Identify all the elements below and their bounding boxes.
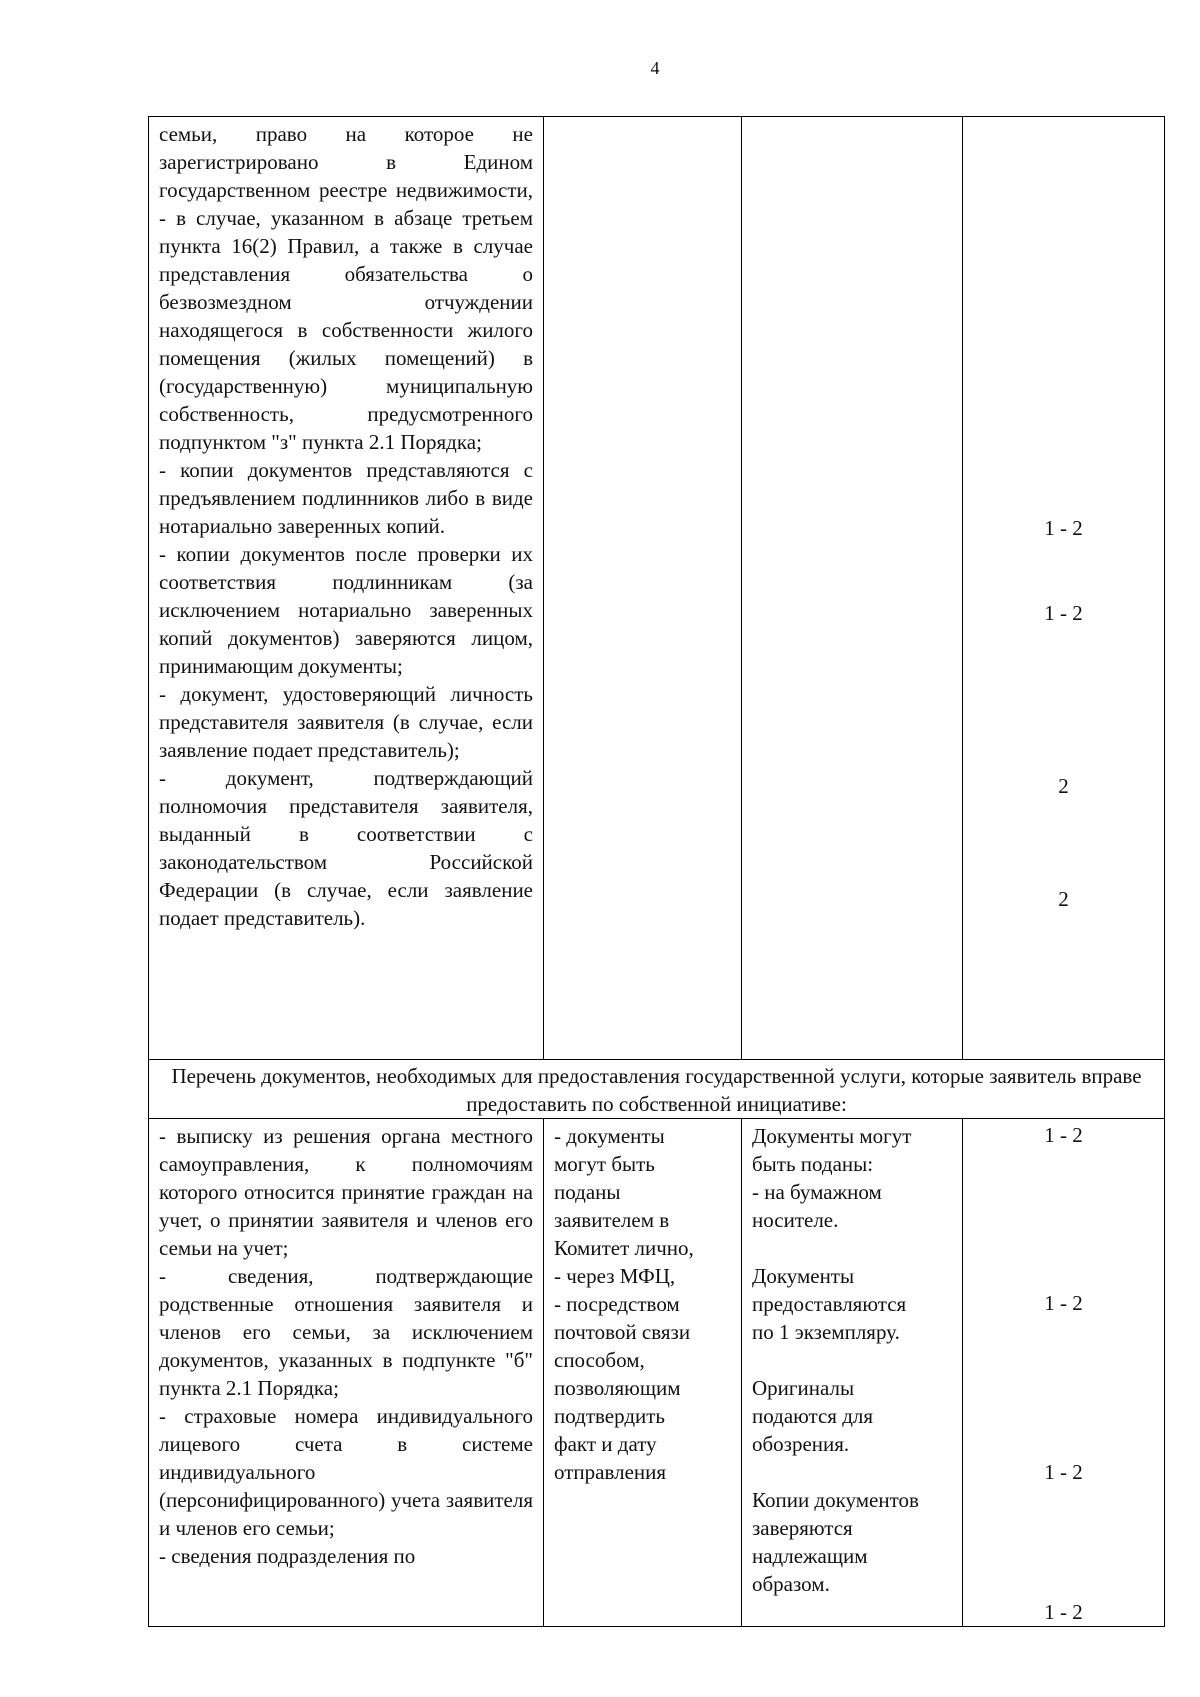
copies-count: 1 - 2 <box>1044 1123 1083 1147</box>
copies-count: 1 - 2 <box>1044 516 1083 540</box>
list-item: семьи, право на которое не зарегистрировано в Едином государственном реестре недвижимости, - в случае, указанном в абзаце третьем пункта 16(2) Правил, а также в случае представления обязательства о безвозмездном отчуждении находящегося в собственности жилого помещения (жилых помещений) в (государственную) муниципальную собственность, предусмотренного подпунктом "з" пункта 2.1 Порядка; <box>159 122 533 454</box>
list-item: - выписку из решения органа местного самоуправления, к полномочиям которого относится принятие граждан на учет, о принятии заявителя и членов его семьи на учет; <box>159 1124 533 1260</box>
requirements-cell <box>742 117 963 1060</box>
submission-method-cell: - документы могут быть поданы заявителем в Комитет лично, - через МФЦ, - посредством почтовой связи способом, позволяющим подтвердить факт и дату отправления <box>544 1119 742 1627</box>
list-item: - сведения, подтверждающие родственные отношения заявителя и членов его семьи, за исключением документов, указанных в подпункте "б" пункта 2.1 Порядка; <box>159 1264 533 1400</box>
copies-count-cell <box>963 117 1165 1060</box>
documents-list-cell <box>149 117 544 1060</box>
list-item: - документ, удостоверяющий личность представителя заявителя (в случае, если заявление подает представитель); <box>159 682 533 762</box>
requirement-note: Документы могут быть поданы: - на бумажном носителе. <box>752 1124 912 1232</box>
copies-count-cell <box>963 1119 1165 1627</box>
page-number: 4 <box>650 58 660 78</box>
requirement-note: Оригиналы подаются для обозрения. <box>752 1376 874 1456</box>
table-row <box>149 1119 1165 1627</box>
section-header: Перечень документов, необходимых для предоставления государственной услуги, которые заявитель вправе предоставить по собственной инициативе: <box>149 1060 1165 1119</box>
table-row <box>149 1060 1165 1119</box>
copies-count: 2 <box>1058 774 1069 798</box>
list-item: - документ, подтверждающий полномочия представителя заявителя, выданный в соответствии с законодательством Российской Федерации (в случае, если заявление подает представитель). <box>159 766 533 930</box>
submission-method-cell <box>544 117 742 1060</box>
documents-table <box>148 116 1165 1627</box>
copies-count: 1 - 2 <box>1044 1600 1083 1624</box>
list-item: - сведения подразделения по <box>159 1544 416 1568</box>
requirement-note: Документы предоставляются по 1 экземпляру. <box>752 1264 907 1344</box>
documents-list-cell <box>149 1119 544 1627</box>
table-row <box>149 117 1165 1060</box>
requirement-note: Копии документов заверяются надлежащим образом. <box>752 1488 919 1596</box>
copies-count: 1 - 2 <box>1044 1291 1083 1315</box>
copies-count: 1 - 2 <box>1044 1460 1083 1484</box>
copies-count: 1 - 2 <box>1044 601 1083 625</box>
copies-count: 2 <box>1058 887 1069 911</box>
requirements-cell <box>742 1119 963 1627</box>
list-item: - копии документов после проверки их соответствия подлинникам (за исключением нотариально заверенных копий документов) заверяются лицом, принимающим документы; <box>159 542 533 678</box>
list-item: - копии документов представляются с предъявлением подлинников либо в виде нотариально заверенных копий. <box>159 458 533 538</box>
list-item: - страховые номера индивидуального лицевого счета в системе индивидуального (персонифицированного) учета заявителя и членов его семьи; <box>159 1404 533 1540</box>
